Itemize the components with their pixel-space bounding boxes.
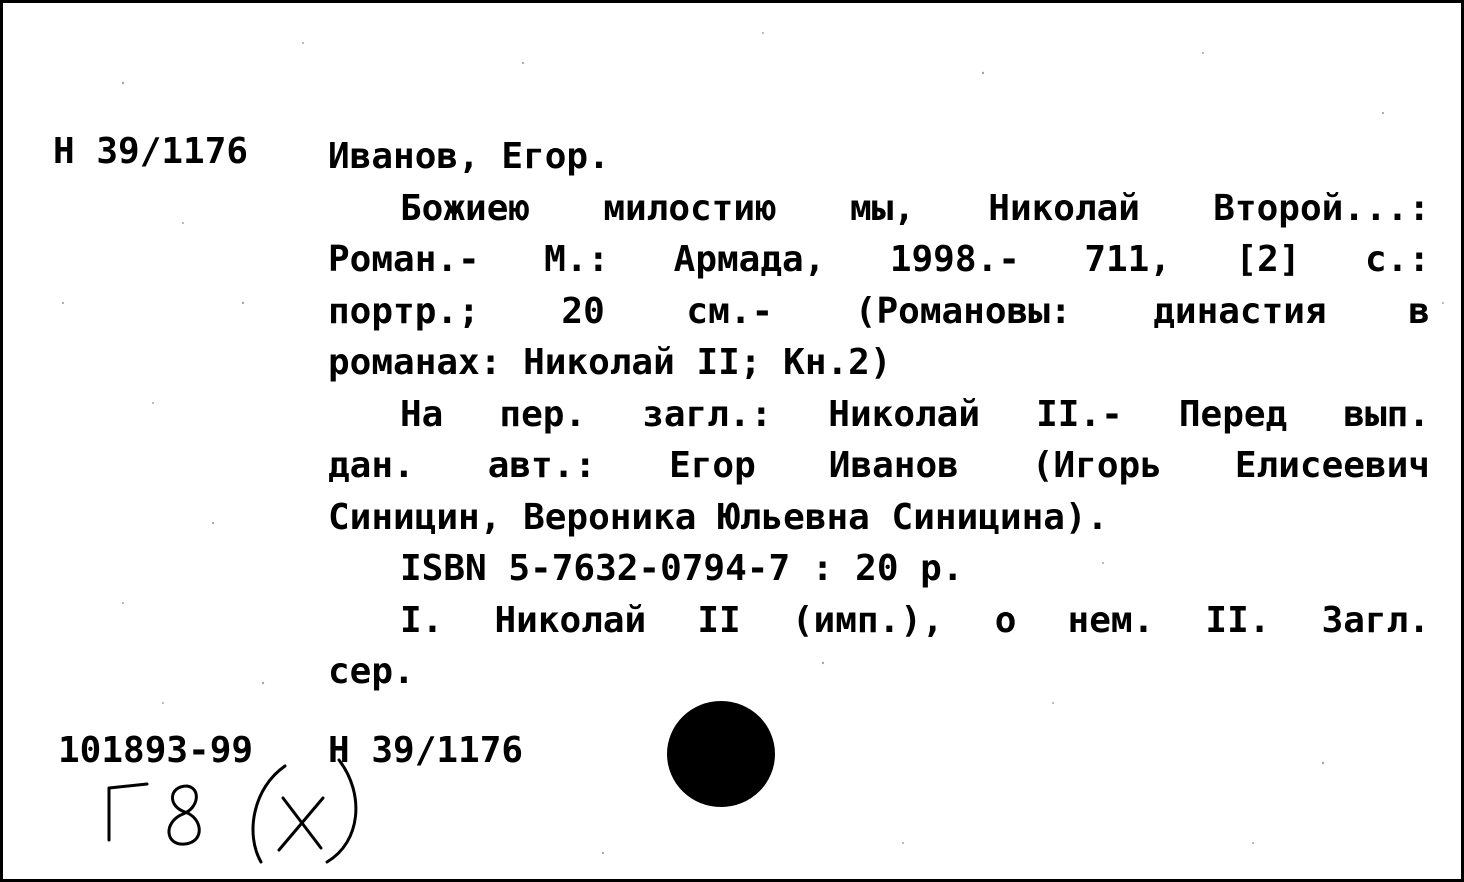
- title-line-1: [328, 183, 1430, 235]
- word: (Игорь: [1031, 445, 1162, 486]
- word: вып.: [1343, 393, 1430, 435]
- word: 711,: [1084, 239, 1172, 280]
- word: II.: [1205, 599, 1271, 641]
- word: М.:: [544, 239, 610, 280]
- word: Иванов: [828, 445, 959, 486]
- word: Николай: [828, 393, 981, 435]
- word: Загл.: [1321, 599, 1430, 641]
- word: Егор: [669, 445, 756, 486]
- word: (Романовы:: [854, 290, 1072, 332]
- subject-line-1: [328, 595, 1430, 647]
- word: в: [1408, 290, 1430, 332]
- word: 1998.-: [889, 239, 1020, 280]
- word: Второй...:: [1213, 187, 1430, 229]
- title-line-3: [328, 286, 1430, 338]
- word: см.-: [686, 290, 774, 332]
- word: Елисеевич: [1234, 445, 1430, 486]
- note-line-3: Синицин, Вероника Юльевна Синицина).: [328, 496, 1109, 538]
- word: Божиею: [400, 187, 531, 229]
- word: (имп.),: [791, 599, 944, 641]
- word: милостию: [603, 187, 777, 229]
- subject-line-2: сер.: [328, 651, 415, 692]
- bibliographic-entry: [328, 131, 1430, 698]
- word: авт.:: [487, 445, 597, 486]
- word: I.: [400, 599, 444, 641]
- word: мы,: [849, 187, 915, 229]
- word: Роман.-: [328, 239, 480, 280]
- word: Армада,: [673, 239, 826, 280]
- word: дан.: [328, 445, 415, 486]
- shelf-mark: Н 39/1176: [53, 131, 249, 172]
- shelf-mark-bottom: Н 39/1176: [328, 730, 524, 771]
- word: о: [994, 599, 1017, 641]
- note-line-2: [328, 440, 1430, 492]
- word: династия: [1153, 290, 1327, 332]
- word: Николай: [988, 187, 1140, 229]
- title-line-4: романах: Николай II; Кн.2): [328, 342, 892, 383]
- handwritten-note: [95, 758, 395, 868]
- note-line-1: [328, 389, 1430, 441]
- word: II.-: [1036, 393, 1123, 435]
- word: 20: [561, 290, 605, 332]
- word: [2]: [1235, 239, 1301, 280]
- punch-hole: [667, 701, 775, 807]
- word: нем.: [1067, 599, 1155, 641]
- isbn-line: ISBN 5-7632-0794-7 : 20 р.: [400, 548, 964, 589]
- word: портр.;: [328, 290, 480, 332]
- word: с.:: [1364, 239, 1430, 280]
- word: загл.:: [642, 393, 773, 435]
- title-line-2: [328, 234, 1430, 286]
- word: На: [400, 393, 444, 435]
- word: Перед: [1178, 393, 1288, 435]
- accession-number: 101893-99: [58, 730, 254, 771]
- word: пер.: [499, 393, 587, 435]
- author-heading: Иванов, Егор.: [328, 136, 610, 177]
- word: II: [697, 599, 741, 641]
- word: Николай: [494, 599, 647, 641]
